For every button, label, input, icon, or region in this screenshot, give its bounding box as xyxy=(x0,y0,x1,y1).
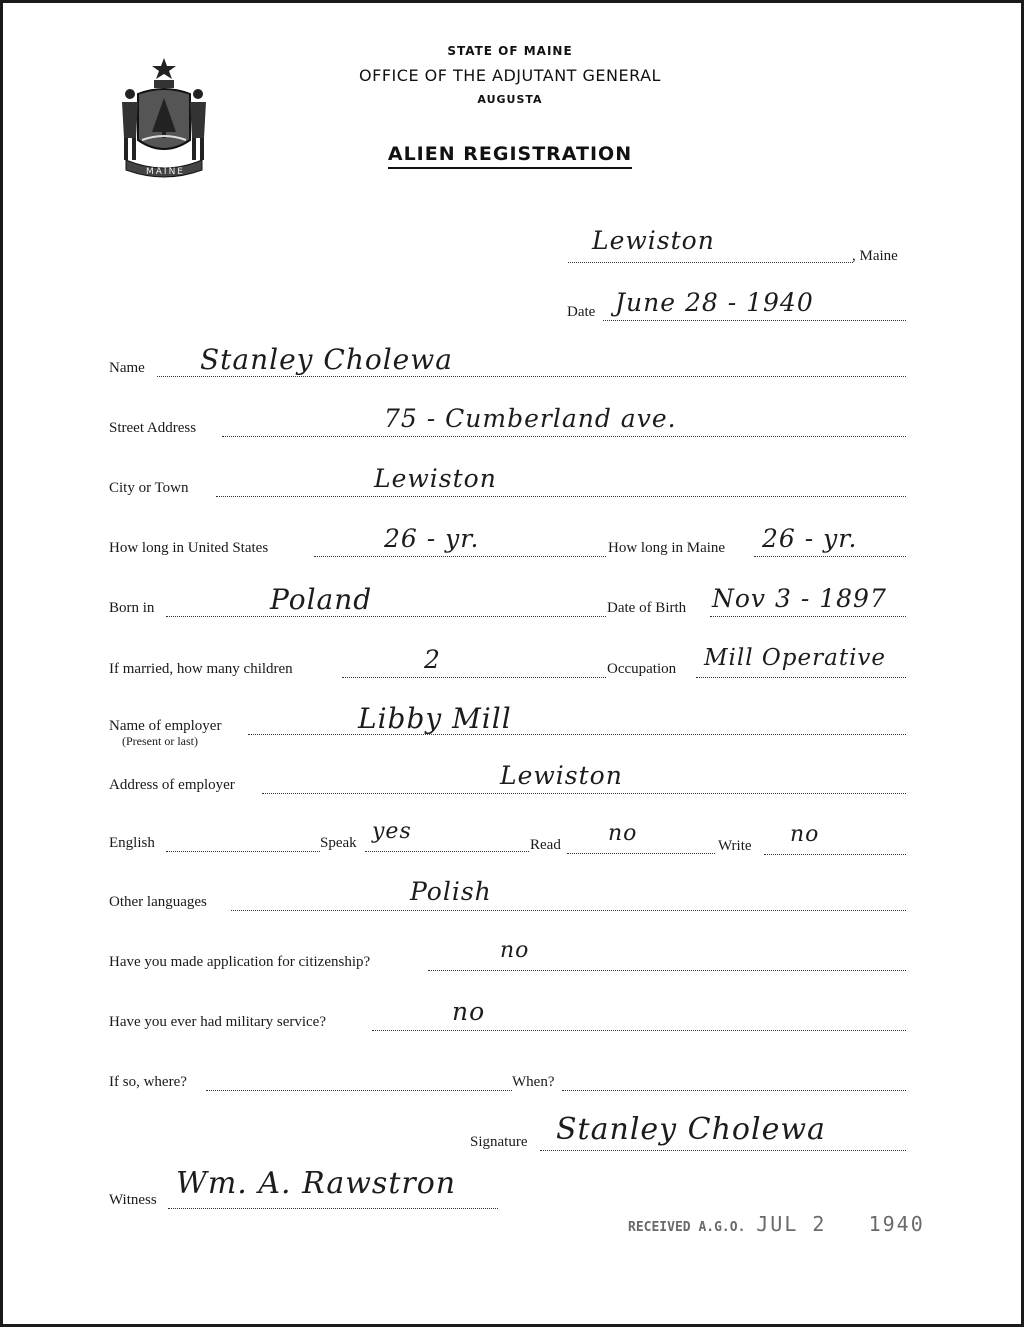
employer-value: Libby Mill xyxy=(358,702,512,735)
occupation-label: Occupation xyxy=(607,661,677,677)
seal-text: MAINE xyxy=(146,167,185,177)
employer-label: Name of employer xyxy=(109,718,222,734)
date-value: June 28 - 1940 xyxy=(615,288,814,317)
citizenship-value: no xyxy=(500,938,530,963)
long-us-label: How long in United States xyxy=(109,540,269,556)
witness-line xyxy=(168,1208,498,1209)
long-us-line xyxy=(314,556,606,557)
witness-label: Witness xyxy=(109,1192,157,1208)
date-label: Date xyxy=(567,304,596,320)
employer-addr-value: Lewiston xyxy=(500,761,623,790)
name-value: Stanley Cholewa xyxy=(200,343,453,376)
military-line xyxy=(372,1030,906,1031)
write-value: no xyxy=(790,822,820,847)
place-line xyxy=(568,262,853,263)
children-value: 2 xyxy=(424,645,441,674)
read-value: no xyxy=(608,821,638,846)
born-value: Poland xyxy=(270,583,373,616)
when-label: When? xyxy=(512,1074,555,1090)
dob-label: Date of Birth xyxy=(607,600,687,616)
read-label: Read xyxy=(530,837,561,853)
write-label: Write xyxy=(718,838,752,854)
header-office: OFFICE OF THE ADJUTANT GENERAL xyxy=(359,66,661,85)
place-value: Lewiston xyxy=(592,226,715,255)
employer-note: (Present or last) xyxy=(122,734,198,748)
born-line xyxy=(166,616,606,617)
speak-value: yes xyxy=(372,819,412,844)
born-label: Born in xyxy=(109,600,155,616)
street-value: 75 - Cumberland ave. xyxy=(384,404,677,433)
when-line xyxy=(562,1090,906,1091)
stamp-received: RECEIVED A.G.O. xyxy=(628,1220,746,1235)
other-lang-line xyxy=(231,910,906,911)
employer-addr-label: Address of employer xyxy=(109,777,235,793)
city-value: Lewiston xyxy=(374,464,497,493)
signature-value: Stanley Cholewa xyxy=(556,1112,826,1147)
city-line xyxy=(216,496,906,497)
where-line xyxy=(206,1090,512,1091)
children-line xyxy=(342,677,606,678)
long-maine-value: 26 - yr. xyxy=(762,524,858,553)
citizenship-line xyxy=(428,970,906,971)
military-label: Have you ever had military service? xyxy=(109,1014,326,1030)
dob-line xyxy=(710,616,906,617)
other-lang-label: Other languages xyxy=(109,894,207,910)
occupation-line xyxy=(696,677,906,678)
signature-label: Signature xyxy=(470,1134,528,1150)
header-city: AUGUSTA xyxy=(477,93,543,106)
occupation-value: Mill Operative xyxy=(704,645,887,671)
maine-label: , Maine xyxy=(852,248,898,264)
date-line xyxy=(603,320,906,321)
received-stamp xyxy=(628,1212,925,1236)
witness-value: Wm. A. Rawstron xyxy=(176,1166,457,1201)
write-line xyxy=(764,854,906,855)
stamp-date: JUL 2 1940 xyxy=(756,1212,925,1236)
dob-value: Nov 3 - 1897 xyxy=(712,584,887,613)
state-seal-icon xyxy=(108,54,220,180)
speak-line xyxy=(365,851,529,852)
military-value: no xyxy=(452,997,486,1026)
speak-label: Speak xyxy=(320,835,357,851)
employer-line xyxy=(248,734,906,735)
children-label: If married, how many children xyxy=(109,661,293,677)
citizenship-label: Have you made application for citizenship? xyxy=(109,954,371,970)
employer-addr-line xyxy=(262,793,906,794)
form-title: ALIEN REGISTRATION xyxy=(290,143,730,165)
name-label: Name xyxy=(109,360,145,376)
long-maine-line xyxy=(754,556,906,557)
header-state: STATE OF MAINE xyxy=(447,44,573,58)
other-lang-value: Polish xyxy=(410,877,492,906)
name-line xyxy=(157,376,906,377)
read-line xyxy=(567,853,715,854)
english-line xyxy=(166,851,320,852)
long-maine-label: How long in Maine xyxy=(608,540,726,556)
street-label: Street Address xyxy=(109,420,197,436)
long-us-value: 26 - yr. xyxy=(384,524,480,553)
signature-line xyxy=(540,1150,906,1151)
where-label: If so, where? xyxy=(109,1074,187,1090)
street-line xyxy=(222,436,906,437)
english-label: English xyxy=(109,835,155,851)
city-label: City or Town xyxy=(109,480,189,496)
